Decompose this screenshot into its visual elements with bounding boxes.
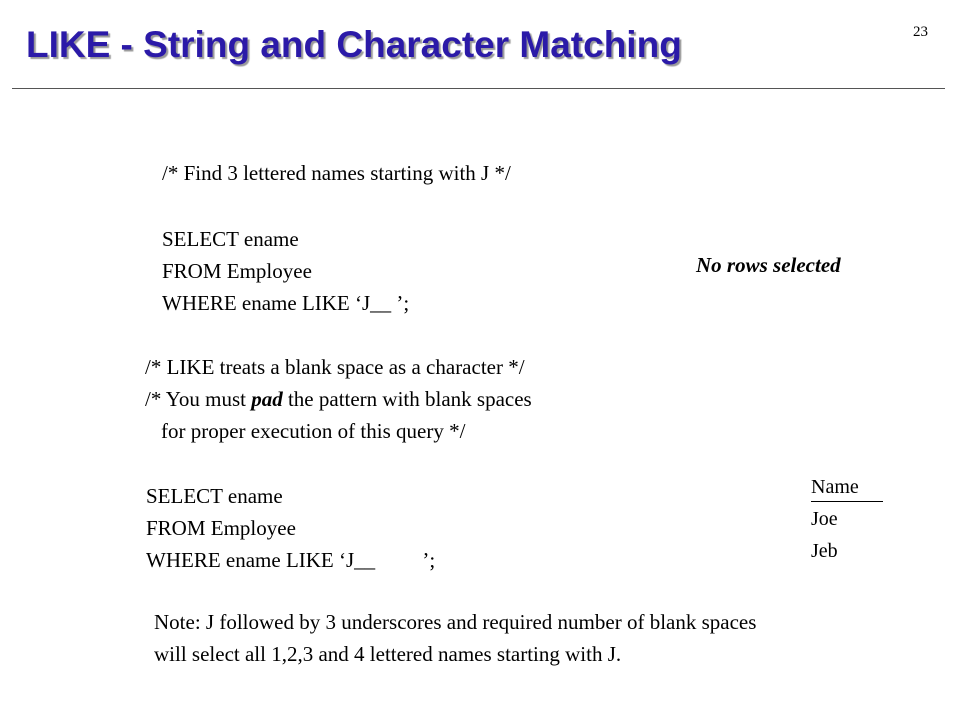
query1-from: FROM Employee [162,259,312,283]
query2-select: SELECT ename [146,484,283,508]
note-line2: will select all 1,2,3 and 4 lettered names starting with J. [154,642,622,666]
result-row: Joe [811,508,838,530]
explanation-line2-post: the pattern with blank spaces [282,387,532,411]
result-row: Jeb [811,540,838,562]
query2-where: WHERE ename LIKE ‘J__ ’; [146,548,436,572]
result-column-header: Name [811,473,883,502]
query2-from: FROM Employee [146,516,296,540]
note-line1: Note: J followed by 3 underscores and required number of blank spaces [154,610,757,634]
query1-where: WHERE ename LIKE ‘J__ ’; [162,291,410,315]
explanation-line2 [145,383,532,415]
slide-title: LIKE - String and Character Matching [26,24,682,65]
title-divider [12,88,945,89]
query1-select: SELECT ename [162,227,299,251]
explanation-line1: /* LIKE treats a blank space as a character */ [145,355,525,379]
explanation-emphasis: pad [251,387,283,411]
explanation-line2-pre: /* You must [145,387,252,411]
query1-comment: /* Find 3 lettered names starting with J */ [162,161,511,185]
explanation-line3: for proper execution of this query */ [161,419,466,443]
query1-result: No rows selected [696,253,841,277]
page-number: 23 [913,24,928,40]
